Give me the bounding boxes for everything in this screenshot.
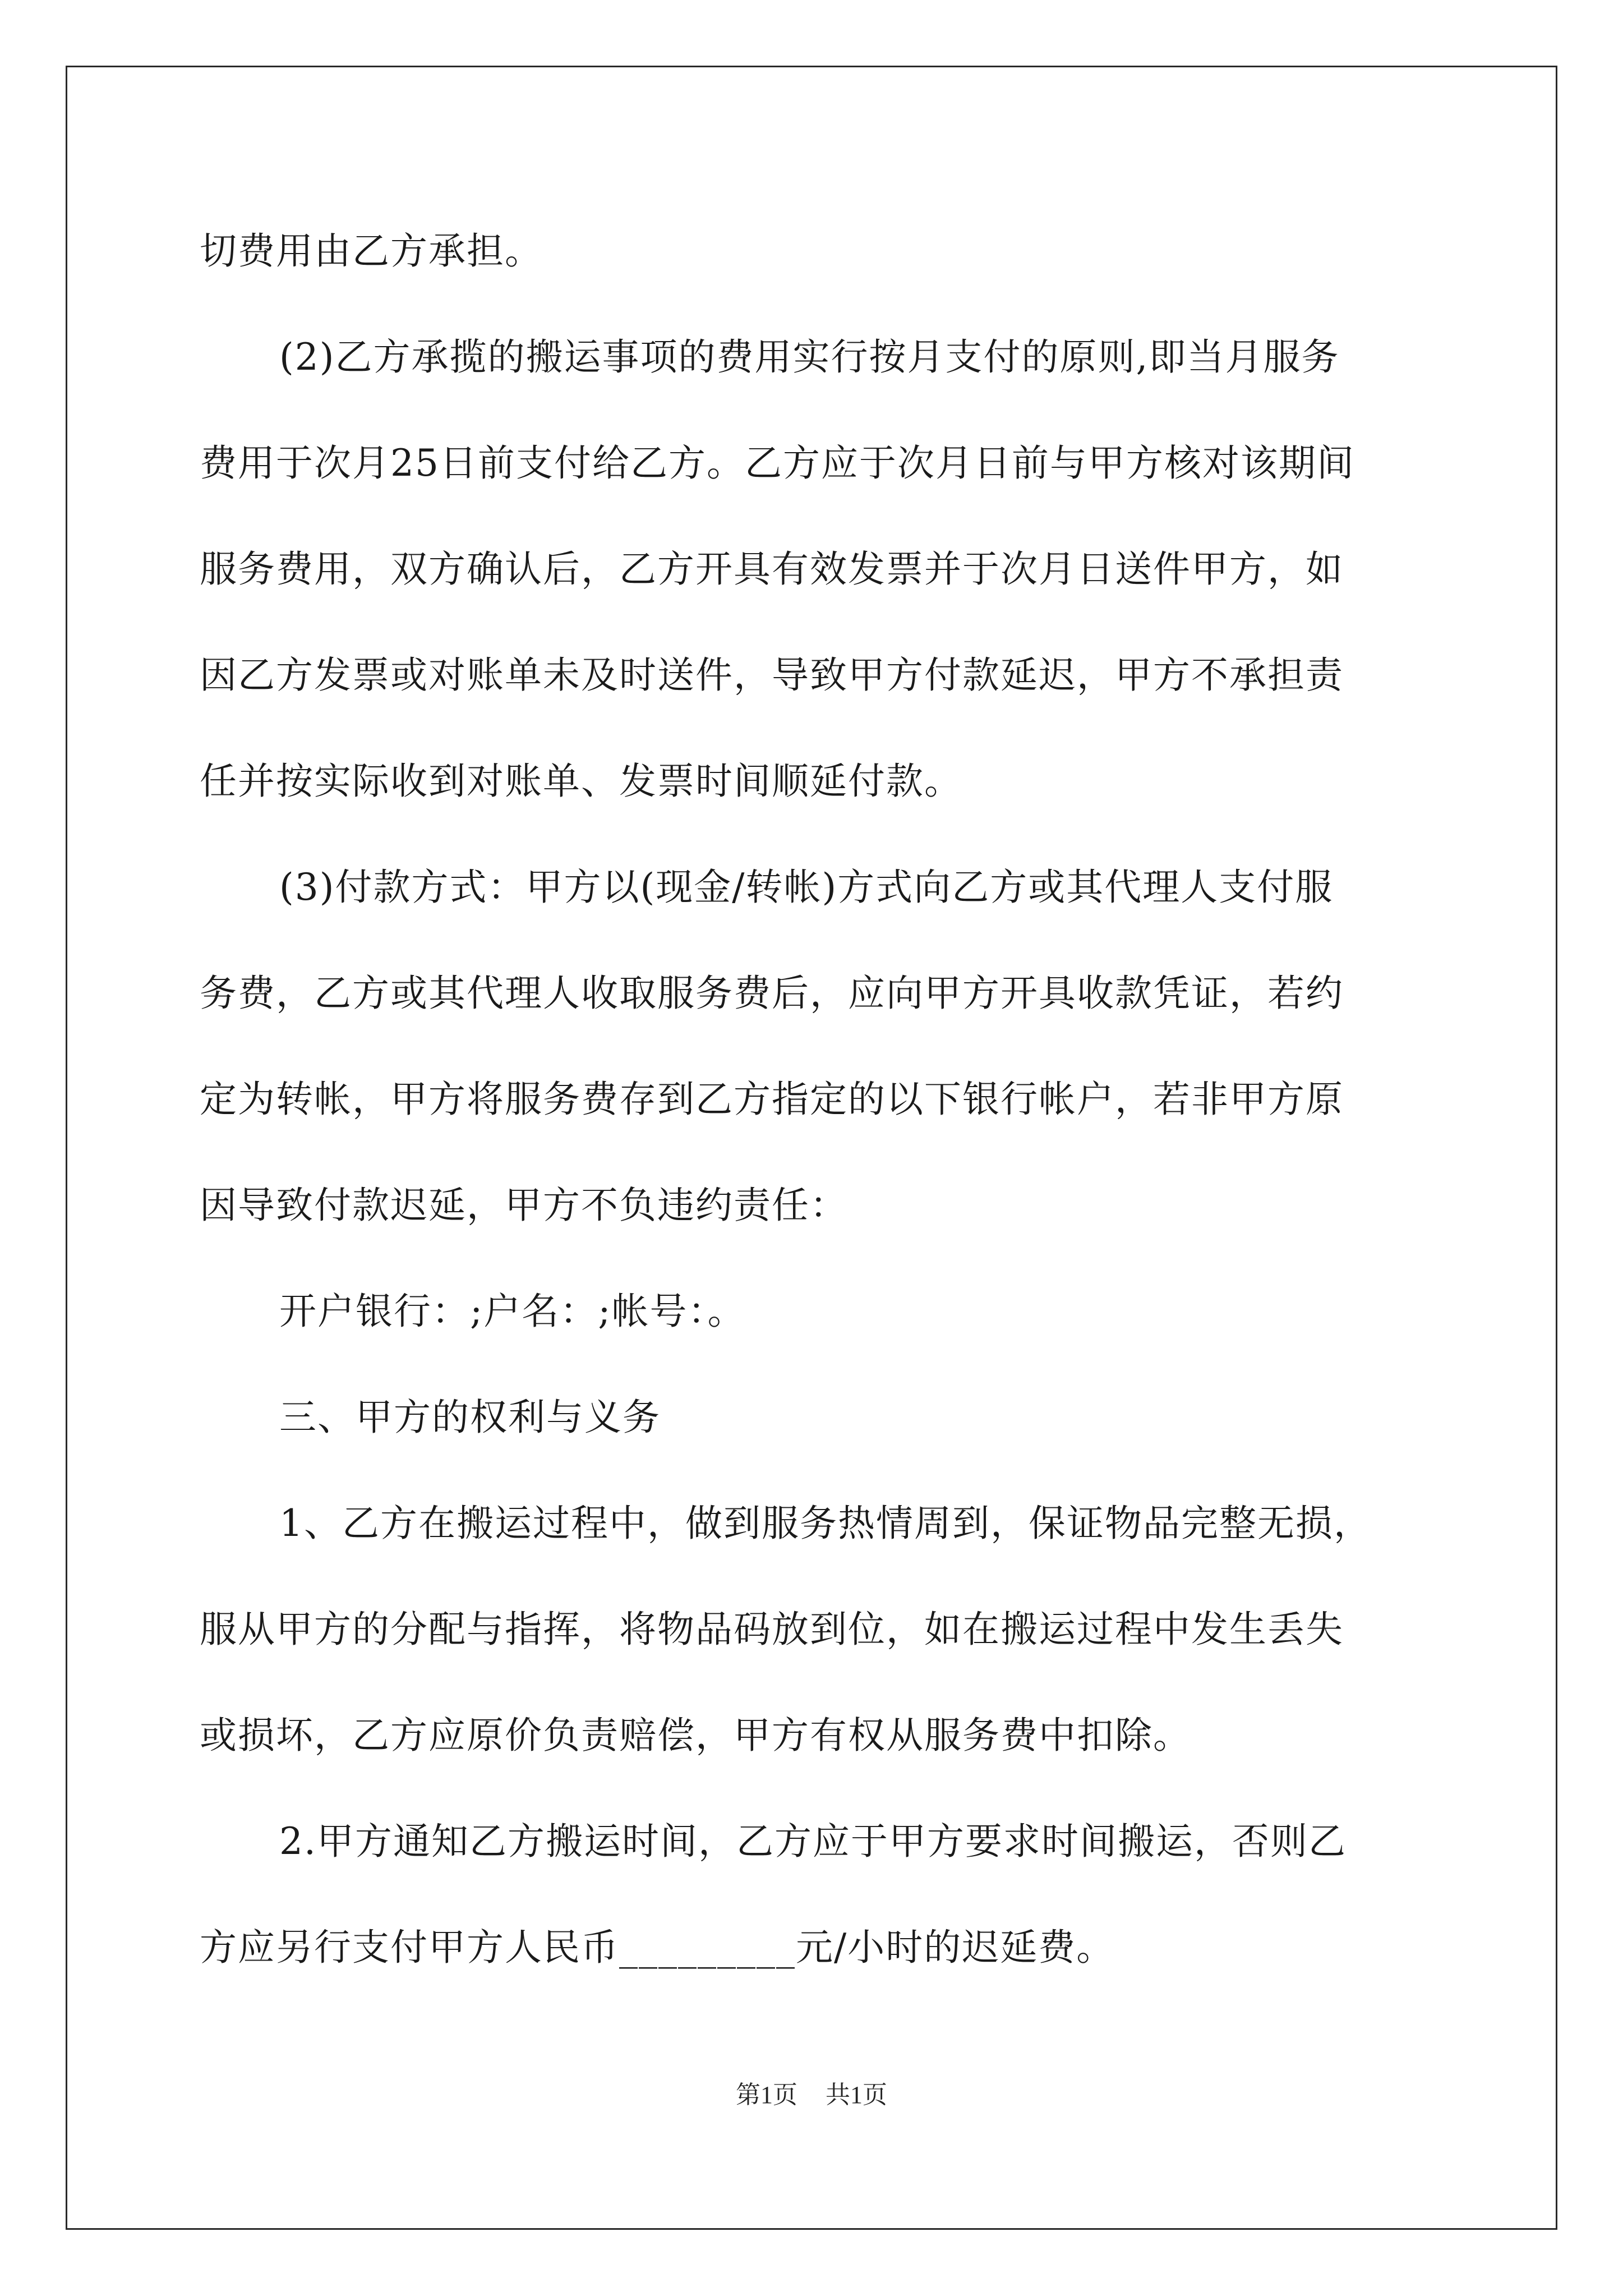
section-heading: 三、甲方的权利与义务 bbox=[279, 1396, 661, 1439]
paragraph-line: 或损坏，乙方应原价负责赔偿，甲方有权从服务费中扣除。 bbox=[200, 1714, 1191, 1757]
paragraph-line: 2.甲方通知乙方搬运时间，乙方应于甲方要求时间搬运，否则乙 bbox=[279, 1820, 1347, 1863]
paragraph-line: 费用于次月25日前支付给乙方。乙方应于次月日前与甲方核对该期间 bbox=[200, 441, 1355, 485]
page-border bbox=[66, 66, 1557, 2230]
paragraph-line: 定为转帐，甲方将服务费存到乙方指定的以下银行帐户，若非甲方原 bbox=[200, 1078, 1344, 1121]
page-number: 第1页 bbox=[736, 2081, 797, 2109]
paragraph-line: 方应另行支付甲方人民币_________元/小时的迟延费。 bbox=[200, 1926, 1115, 1969]
paragraph-line: 服务费用，双方确认后，乙方开具有效发票并于次月日送件甲方，如 bbox=[200, 547, 1344, 591]
paragraph-line: 因乙方发票或对账单未及时送件，导致甲方付款延迟，甲方不承担责 bbox=[200, 654, 1344, 697]
paragraph-line: 务费，乙方或其代理人收取服务费后，应向甲方开具收款凭证，若约 bbox=[200, 972, 1344, 1015]
paragraph-line: (2)乙方承揽的搬运事项的费用实行按月支付的原则,即当月服务 bbox=[279, 335, 1340, 379]
paragraph-line: 因导致付款迟延，甲方不负违约责任： bbox=[200, 1184, 848, 1227]
paragraph-line: 切费用由乙方承担。 bbox=[200, 229, 543, 273]
page-total: 共1页 bbox=[826, 2081, 887, 2109]
page-footer bbox=[0, 2079, 1623, 2111]
paragraph-line: 1、乙方在搬运过程中，做到服务热情周到，保证物品完整无损， bbox=[279, 1502, 1372, 1545]
paragraph-line: 开户银行：;户名：;帐号：。 bbox=[279, 1290, 746, 1333]
paragraph-line: 服从甲方的分配与指挥，将物品码放到位，如在搬运过程中发生丢失 bbox=[200, 1608, 1344, 1651]
paragraph-line: 任并按实际收到对账单、发票时间顺延付款。 bbox=[200, 760, 962, 803]
paragraph-line: (3)付款方式：甲方以(现金/转帐)方式向乙方或其代理人支付服 bbox=[279, 866, 1334, 909]
